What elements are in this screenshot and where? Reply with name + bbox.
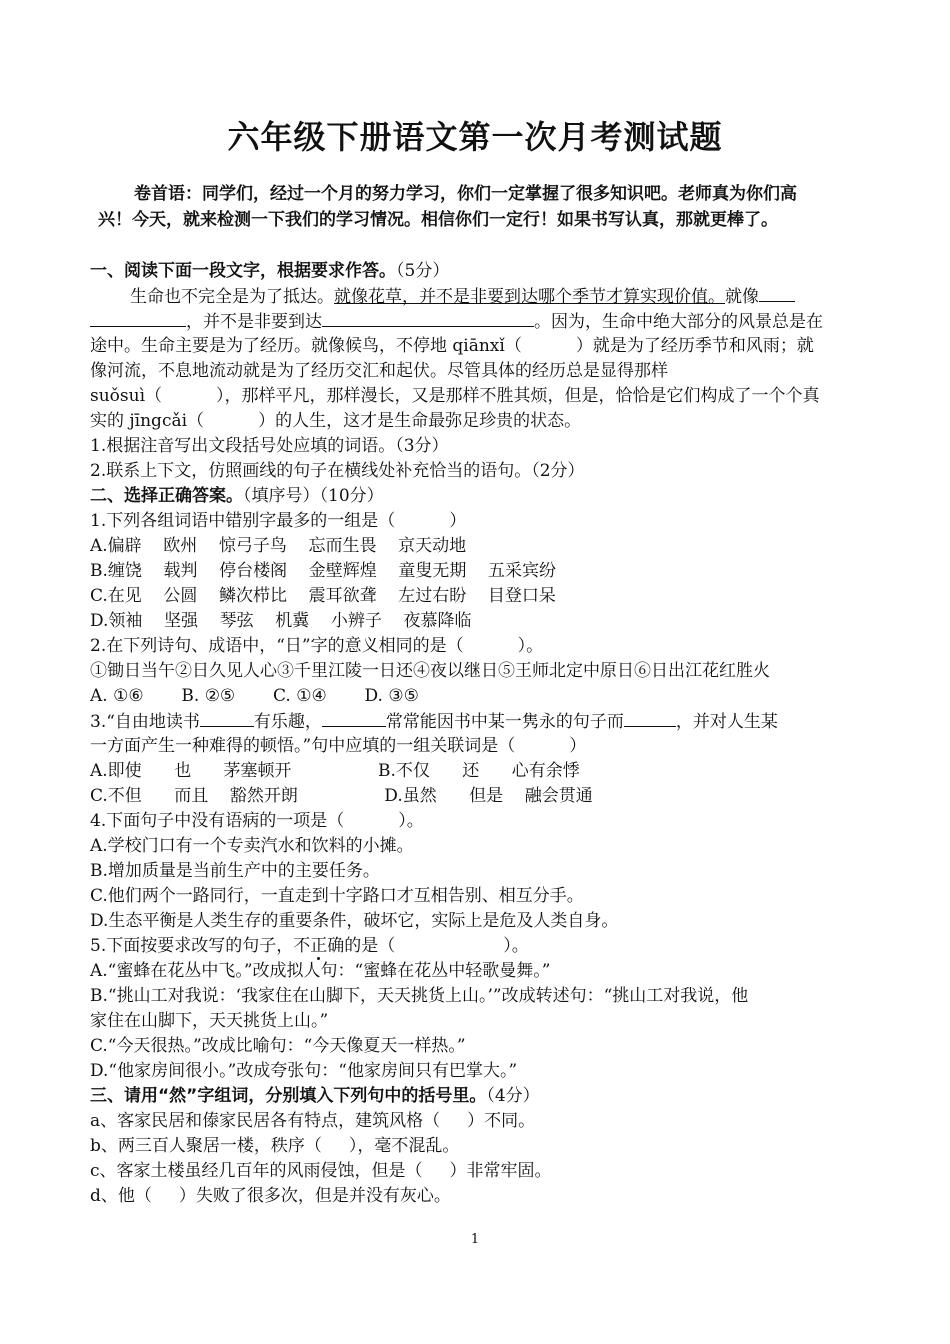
option-2-1-a: A.偏辟 欧州 惊弓子鸟 忘而生畏 京天动地 xyxy=(90,536,467,556)
underlined-sentence: 就像花草，并不是非要到达哪个季节才算实现价值。 xyxy=(334,287,725,307)
option-2-3-ab: A.即使 也 茅塞顿开 B.不仅 还 心有余悸 xyxy=(90,761,580,781)
passage-line-3: 途中。生命主要是为了经历。就像候鸟，不停地 qiānxǐ（ ）就是为了经历季节和风雨；就 xyxy=(90,336,814,356)
question-2-2: 2.在下列诗句、成语中，“日”字的意义相同的是（ ）。 xyxy=(90,636,544,656)
section-3-heading-text: 三、请用“然”字组词，分别填入下列句中的括号里。 xyxy=(90,1086,487,1106)
question-2-3-text-d: ，并对人生某 xyxy=(675,712,778,732)
page-title: 六年级下册语文第一次月考测试题 xyxy=(227,118,723,156)
section-3-heading xyxy=(90,1084,870,1109)
question-2-2-options: A. ①⑥ B. ②⑤ C. ①④ D. ③⑤ xyxy=(90,686,419,706)
option-2-5-c: C.“今天很热。”改成比喻句：“今天像夏天一样热。” xyxy=(90,1036,466,1056)
passage-text-2a: ，并不是非要到达 xyxy=(186,312,322,332)
option-2-5-d: D.“他家房间很小。”改成夸张句：“他家房间只有巴掌大。” xyxy=(90,1061,518,1081)
section-1-heading-text: 一、阅读下面一段文字，根据要求作答。 xyxy=(90,261,396,281)
option-2-4-d: D.生态平衡是人类生存的重要条件，破坏它，实际上是危及人类自身。 xyxy=(90,911,619,931)
question-2-3-text-b: 有乐趣， xyxy=(253,712,322,732)
section-1-score: （5分） xyxy=(396,261,450,281)
fill-blank-3a[interactable] xyxy=(200,709,254,727)
passage-line-4: 像河流，不息地流动就是为了经历交汇和起伏。尽管具体的经历总是显得那样 xyxy=(90,361,668,381)
option-2-5-b-line-2: 家住在山脚下，天天挑货上山。” xyxy=(90,1011,329,1031)
question-2-3-text-a: 3.“自由地读书 xyxy=(90,712,200,732)
option-2-5-a: A.“蜜蜂在花丛中飞。”改成拟人句：“蜜蜂在花丛中轻歌曼舞。” xyxy=(90,961,551,981)
question-3-d: d、他（ ）失败了很多次，但是并没有灰心。 xyxy=(90,1186,451,1206)
question-2-5-text-b: 的是（ ）。 xyxy=(344,936,529,956)
section-2-heading-text: 二、选择正确答案。 xyxy=(90,486,243,506)
option-2-5-b-line-1: B.“挑山工对我说：‘我家住在山脚下，天天挑货上山。’”改成转述句：“挑山工对我说，他 xyxy=(90,986,749,1006)
fill-blank-3b[interactable] xyxy=(322,709,386,727)
question-1-1: 1.根据注音写出文段括号处应填的词语。（3分） xyxy=(90,436,449,456)
passage-line-2 xyxy=(90,309,870,335)
section-1-heading xyxy=(90,259,870,284)
option-2-1-d: D.领袖 坚强 琴弦 机冀 小辨子 夜慕降临 xyxy=(90,611,472,631)
question-2-3-line-2: 一方面产生一种难得的顿悟。”句中应填的一组关联词是（ ） xyxy=(90,736,587,756)
option-2-4-a: A.学校门口有一个专卖汽水和饮料的小摊。 xyxy=(90,836,414,856)
question-2-5-text-a: 5.下面按要求改写的句子， xyxy=(90,936,294,956)
question-2-2-items: ①锄日当午②日久见人心③千里江陵一日还④夜以继日⑤王师北定中原日⑥日出江花红胜火 xyxy=(90,661,770,681)
question-3-b: b、两三百人聚居一楼，秩序（ ），毫不混乱。 xyxy=(90,1136,460,1156)
emphasis-dotted-text: 不正确 xyxy=(293,936,345,956)
option-2-4-c: C.他们两个一路同行，一直走到十字路口才互相告别、相互分手。 xyxy=(90,886,584,906)
question-3-c: c、客家土楼虽经几百年的风雨侵蚀，但是（ ）非常牢固。 xyxy=(90,1161,552,1181)
page-number: 1 xyxy=(470,1232,480,1247)
section-3-score: （4分） xyxy=(486,1086,540,1106)
fill-blank-1a[interactable] xyxy=(759,284,795,302)
option-2-3-cd: C.不但 而且 豁然开朗 D.虽然 但是 融会贯通 xyxy=(90,786,593,806)
option-2-4-b: B.增加质量是当前生产中的主要任务。 xyxy=(90,861,380,881)
passage-line-5: suǒsuì（ ），那样平凡，那样漫长，又是那样不胜其烦，但是，恰恰是它们构成了一个个真 xyxy=(90,386,820,406)
question-2-3-text-c: 常常能因书中某一隽永的句子而 xyxy=(385,712,624,732)
question-2-5 xyxy=(90,934,870,959)
passage-line-1 xyxy=(130,284,870,310)
fill-blank-2[interactable] xyxy=(322,309,534,327)
intro-line-2: 兴！今天，就来检测一下我们的学习情况。相信你们一定行！如果书写认真，那就更棒了。 xyxy=(98,210,778,230)
fill-blank-3c[interactable] xyxy=(624,709,676,727)
question-2-3 xyxy=(90,709,870,735)
passage-text-1b: 就像 xyxy=(725,287,759,307)
section-2-heading xyxy=(90,484,870,509)
passage-text-2b: 。因为，生命中绝大部分的风景总是在 xyxy=(534,312,823,332)
question-3-a: a、客家民居和傣家民居各有特点，建筑风格（ ）不同。 xyxy=(90,1111,536,1131)
option-2-1-c: C.在见 公圆 鳞次栉比 震耳欲聋 左过右盼 目登口呆 xyxy=(90,586,556,606)
fill-blank-1b[interactable] xyxy=(90,309,186,327)
option-2-1-b: B.缠饶 载判 停台楼阁 金壁辉煌 童叟无期 五采宾纷 xyxy=(90,561,556,581)
question-2-1: 1.下列各组词语中错别字最多的一组是（ ） xyxy=(90,511,467,531)
question-1-2: 2.联系上下文，仿照画线的句子在横线处补充恰当的语句。（2分） xyxy=(90,461,585,481)
intro-line-1: 卷首语：同学们，经过一个月的努力学习，你们一定掌握了很多知识吧。老师真为你们高 xyxy=(134,184,797,204)
passage-line-6: 实的 jīngcǎi（ ）的人生，这才是生命最弥足珍贵的状态。 xyxy=(90,411,582,431)
passage-text-1a: 生命也不完全是为了抵达。 xyxy=(130,287,334,307)
section-2-score: （填序号）（10分） xyxy=(243,486,384,506)
question-2-4: 4.下面句子中没有语病的一项是（ ）。 xyxy=(90,811,424,831)
